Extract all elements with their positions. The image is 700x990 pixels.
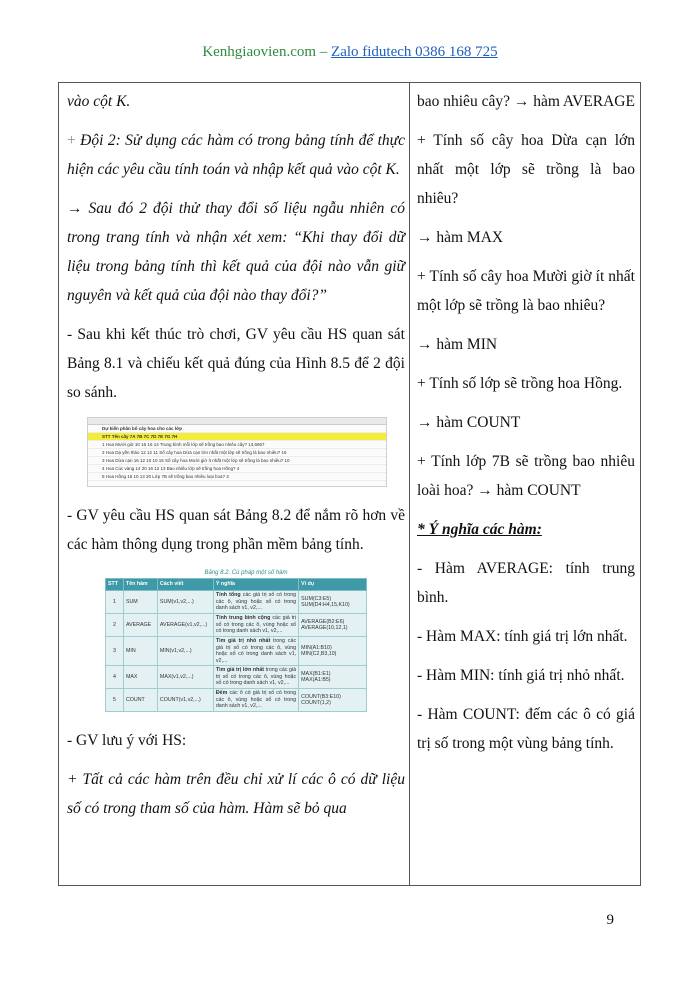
syntax-table-figure	[105, 569, 367, 712]
table-row: 3 MIN MIN(v1,v2,...) Tìm giá trị nhỏ nhất trong các giá trị số có trong các ô, vùng hoặc số có trong danh sách v1, v2,... MIN(A1:B10) MIN(C2,B3,10)	[106, 637, 367, 666]
table-row: 1 SUM SUM(v1,v2,...) Tính tổng các giá trị số có trong các ô, vùng hoặc số có trong danh sách v1, v2,... SUM(C3:E5) SUM(D4:H4,15,K10)	[106, 591, 367, 614]
header-site[interactable]: Kenhgiaovien.com	[202, 44, 317, 60]
sheet-title: Dự kiến phân bổ cây hoa cho các lớp	[88, 425, 386, 433]
sheet-row: 1 Hoa Mười giờ 10 16 16 14 Trung bình mỗi lớp sẽ trồng bao nhiêu cây? 13,6667	[88, 441, 386, 449]
table-row: 5 COUNT COUNT(v1,v2,...) Đếm các ô có giá trị số có trong các ô, vùng hoặc số có trong danh sách v1, v2,... COUNT(B3:E10) COUNT(1,2)	[106, 689, 367, 712]
spreadsheet-figure	[87, 417, 387, 487]
right-paragraph: - Hàm MAX: tính giá trị lớn nhất.	[417, 628, 628, 645]
right-paragraph: + Tính lớp 7B sẽ trồng bao nhiêu loài hoa? → hàm COUNT	[417, 453, 635, 499]
column-header: STT	[106, 579, 124, 591]
page-number: 9	[606, 912, 614, 928]
right-paragraph: - Hàm COUNT: đếm các ô có giá trị số trong một vùng bảng tính.	[417, 706, 635, 752]
table-row: 4 MAX MAX(v1,v2,...) Tìm giá trị lớn nhất trong các giá trị số có trong các ô, vùng hoặc số có trong danh sách v1, v2,... MAX(B1:E1) MAX(A1:B5)	[106, 666, 367, 689]
table-row: 2 AVERAGE AVERAGE(v1,v2,...) Tính trung bình cộng các giá trị số có trong các ô, vùng hoặc số có trong danh sách v1, v2,... AVERAGE(B2:E6) AVERAGE(10,12,1)	[106, 614, 367, 637]
right-paragraph: + Tính số cây hoa Mười giờ ít nhất một lớp sẽ trồng là bao nhiêu?	[417, 268, 635, 314]
sheet-row: 2 Hoa Dạ yến thảo 12 12 11 Số cây hoa Dừa cạn lớn nhất một lớp sẽ trồng là bao nhiêu? 16	[88, 449, 386, 457]
column-divider	[409, 83, 410, 885]
right-paragraph: - Hàm MIN: tính giá trị nhỏ nhất.	[417, 667, 625, 684]
header-zalo-link[interactable]: Zalo fidutech 0386 168 725	[331, 44, 498, 60]
left-paragraph: - Sau khi kết thúc trò chơi, GV yêu cầu HS quan sát Bảng 8.1 và chiếu kết quả đúng của Hình 8.5 để 2 đội so sánh.	[67, 326, 405, 401]
column-header: Ý nghĩa	[213, 579, 298, 591]
right-paragraph: bao nhiêu cây? → hàm AVERAGE	[417, 93, 635, 110]
sheet-row: 4 Hoa Cúc vàng 14 20 16 12 13 Bao nhiêu lớp sẽ trồng hoa Hồng? 4	[88, 465, 386, 473]
sheet-row: 5 Hoa Hồng 15 10 13 20 Lớp 7B sẽ trồng bao nhiêu loại hoa? 3	[88, 473, 386, 481]
header-dash: –	[316, 44, 332, 60]
left-paragraph: - GV yêu cầu HS quan sát Bảng 8.2 để nắm rõ hơn về các hàm thông dụng trong phần mềm bảng tính.	[67, 507, 405, 553]
left-paragraph: + Đội 2: Sử dụng các hàm có trong bảng tính để thực hiện các yêu cầu tính toán và nhập kết quả vào cột K.	[67, 132, 405, 178]
left-column	[67, 87, 405, 833]
column-header: Cách viết	[157, 579, 213, 591]
right-paragraph: → hàm COUNT	[417, 414, 521, 431]
right-paragraph: → hàm MAX	[417, 229, 504, 246]
sheet-row: 3 Hoa Dừa cạn 16 12 10 10 15 Số cây hoa Mười giờ ít nhất một lớp sẽ trồng là bao nhiêu? 10	[88, 457, 386, 465]
left-paragraph: → Sau đó 2 đội thử thay đổi số liệu ngẫu nhiên có trong trang tính và nhận xét xem: “Khi thay đổi dữ liệu trong bảng tính thì kết quả của đội nào vẫn giữ nguyên và kết quả của đội nào thay đổi?”	[67, 200, 405, 304]
right-paragraph: → hàm MIN	[417, 336, 498, 353]
sheet-header-row: STT Tên cây 7A 7B 7C 7D 7E 7G 7H	[88, 433, 386, 441]
left-paragraph: vào cột K.	[67, 93, 131, 110]
left-paragraph: + Tất cả các hàm trên đều chỉ xử lí các ô có dữ liệu số có trong tham số của hàm. Hàm sẽ bỏ qua	[67, 771, 405, 817]
right-column	[417, 87, 635, 768]
right-paragraph: - Hàm AVERAGE: tính trung bình.	[417, 560, 635, 606]
meaning-heading: * Ý nghĩa các hàm:	[417, 521, 542, 538]
column-header: Tên hàm	[123, 579, 157, 591]
left-paragraph: - GV lưu ý với HS:	[67, 732, 187, 749]
column-header: Ví dụ	[299, 579, 367, 591]
right-paragraph: + Tính số lớp sẽ trồng hoa Hồng.	[417, 375, 623, 392]
page-header	[0, 44, 700, 61]
syntax-table	[105, 578, 367, 712]
right-paragraph: + Tính số cây hoa Dừa cạn lớn nhất một lớp sẽ trồng là bao nhiêu?	[417, 132, 635, 207]
content-table	[58, 82, 641, 886]
syntax-table-caption: Bảng 8.2. Cú pháp một số hàm	[204, 570, 288, 576]
sheet-column-header	[88, 418, 386, 425]
